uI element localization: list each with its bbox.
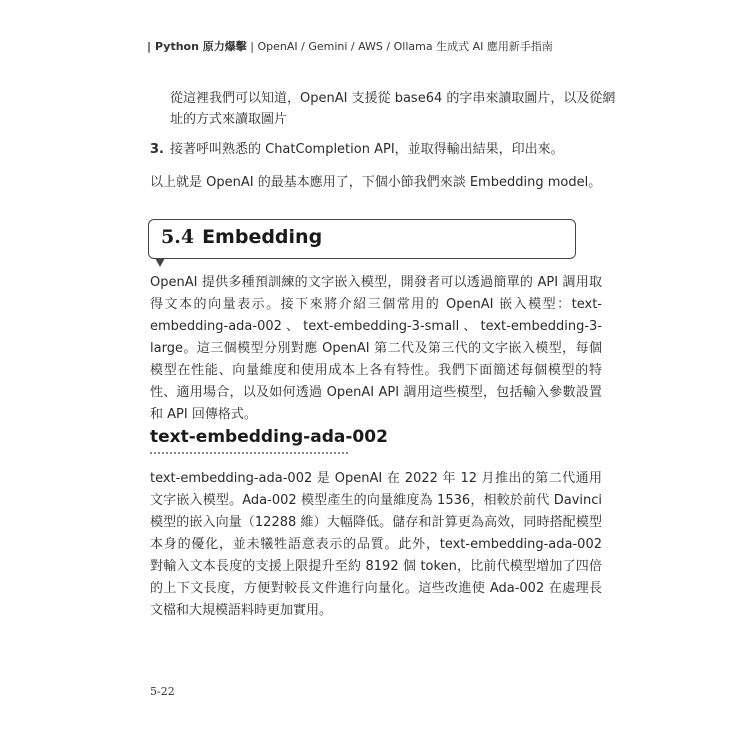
running-header bbox=[147, 38, 553, 54]
list-item-text: 接著呼叫熟悉的 ChatCompletion API，並取得輸出結果，印出來。 bbox=[169, 142, 564, 157]
subsection-dotted-underline bbox=[150, 452, 348, 454]
list-item bbox=[150, 139, 620, 160]
section-title: Embedding bbox=[202, 226, 323, 248]
section-heading-box bbox=[148, 219, 576, 259]
section-heading bbox=[161, 226, 322, 248]
paragraph-summary: 以上就是 OpenAI 的最基本應用了，下個小節我們來談 Embedding model。 bbox=[150, 175, 602, 190]
header-separator: | bbox=[250, 40, 258, 53]
header-separator: | bbox=[147, 40, 152, 53]
paragraph-image-source: 從這裡我們可以知道，OpenAI 支援從 base64 的字串來讀取圖片，以及從網址的方式來讀取圖片 bbox=[170, 91, 616, 127]
speech-bubble-tail bbox=[156, 258, 164, 265]
paragraph-ada-002: text-embedding-ada-002 是 OpenAI 在 2022 年 12 月推出的第二代通用文字嵌入模型。Ada-002 模型產生的向量維度為 1536，相較於前代 Davinci 模型的嵌入向量（12288 維）大幅降低。儲存和計算更為高效，同時搭配模型本身的優化，並未犧牲語意表示的品質。此外，text-embedding-ada-002 對輸入文本長度的支援上限提升至約 8192 個 token，比前代模型增加了四倍的上下文長度，方便對較長文件進行向量化。這些改進使 Ada-002 在處理長文檔和大規模語料時更加實用。 bbox=[150, 471, 602, 618]
list-item-number: 3. bbox=[150, 142, 164, 157]
section-number: 5.4 bbox=[161, 226, 195, 248]
paragraph-embedding-intro: OpenAI 提供多種預訓練的文字嵌入模型，開發者可以透過簡單的 API 調用取得文本的向量表示。接下來將介紹三個常用的 OpenAI 嵌入模型：text-embedding-ada-002、text-embedding-3-small、text-embedding-3-large。這三個模型分別對應 OpenAI 第二代及第三代的文字嵌入模型，每個模型在性能、向量維度和使用成本上各有特性。我們下面簡述每個模型的特性、適用場合，以及如何透過 OpenAI API 調用這些模型，包括輸入參數設置和 API 回傳格式。 bbox=[150, 275, 602, 422]
book-title: Python 原力爆擊 bbox=[155, 40, 247, 53]
page-number: 5-22 bbox=[150, 685, 175, 698]
subsection-heading: text-embedding-ada-002 bbox=[150, 427, 388, 447]
book-subtitle: OpenAI / Gemini / AWS / Ollama 生成式 AI 應用新手指南 bbox=[257, 40, 553, 53]
